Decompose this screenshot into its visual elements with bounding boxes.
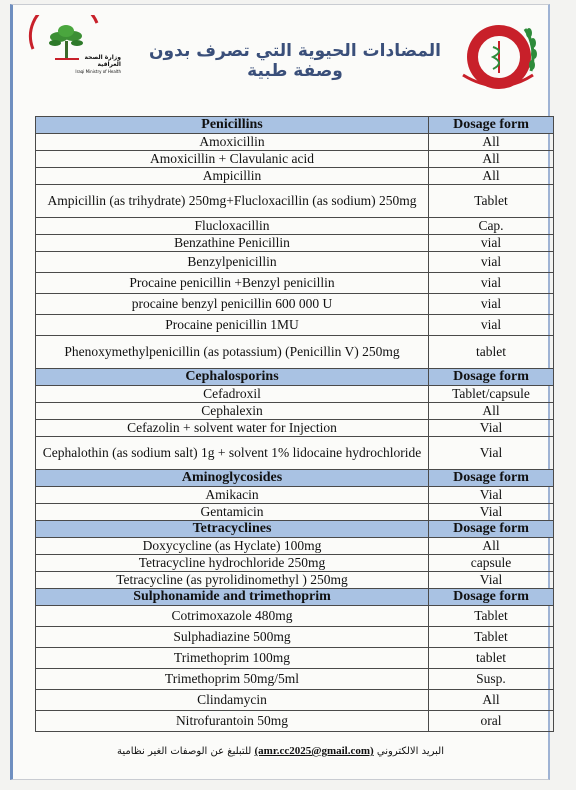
drug-name: Benzathine Penicillin <box>36 235 429 252</box>
dosage-form: tablet <box>429 336 554 369</box>
footer-note: للتبليغ عن الوصفات الغير نظامية <box>117 746 252 757</box>
drug-name: Cefazolin + solvent water for Injection <box>36 420 429 437</box>
drug-name: Flucloxacillin <box>36 218 429 235</box>
pharmacists-syndicate-logo <box>453 17 551 95</box>
ministry-logo-english: Iraqi Ministry of Health <box>75 69 121 74</box>
table-row <box>36 218 554 235</box>
table-row <box>36 235 554 252</box>
drug-name: Nitrofurantoin 50mg <box>36 711 429 732</box>
table-row <box>36 711 554 732</box>
drug-name: Procaine penicillin +Benzyl penicillin <box>36 273 429 294</box>
table-row <box>36 403 554 420</box>
dosage-form-header: Dosage form <box>429 521 554 538</box>
antibiotics-table <box>35 116 554 732</box>
section-name: Cephalosporins <box>36 369 429 386</box>
dosage-form: vial <box>429 252 554 273</box>
dosage-form-header: Dosage form <box>429 369 554 386</box>
drug-name: Cotrimoxazole 480mg <box>36 606 429 627</box>
drug-name: Tetracycline (as pyrolidinomethyl ) 250mg <box>36 572 429 589</box>
table-row <box>36 420 554 437</box>
drug-name: Clindamycin <box>36 690 429 711</box>
dosage-form: tablet <box>429 648 554 669</box>
drug-name: Phenoxymethylpenicillin (as potassium) (Penicillin V) 250mg <box>36 336 429 369</box>
drug-name: procaine benzyl penicillin 600 000 U <box>36 294 429 315</box>
table-row <box>36 386 554 403</box>
ministry-logo-arabic: وزارة الصحة العراقية <box>84 54 121 68</box>
dosage-form: Tablet <box>429 185 554 218</box>
dosage-form: Vial <box>429 487 554 504</box>
dosage-form: All <box>429 134 554 151</box>
drug-name: Benzylpenicillin <box>36 252 429 273</box>
footer-contact <box>13 745 548 757</box>
dosage-form: Vial <box>429 420 554 437</box>
drug-name: Procaine penicillin 1MU <box>36 315 429 336</box>
dosage-form-header: Dosage form <box>429 589 554 606</box>
table-row <box>36 294 554 315</box>
dosage-form-header: Dosage form <box>429 470 554 487</box>
drug-name: Trimethoprim 50mg/5ml <box>36 669 429 690</box>
drug-name: Amikacin <box>36 487 429 504</box>
dosage-form: All <box>429 151 554 168</box>
dosage-form: Vial <box>429 504 554 521</box>
dosage-form: Tablet <box>429 627 554 648</box>
table-row <box>36 538 554 555</box>
section-header-penicillins <box>36 117 554 134</box>
drug-name: Ampicillin <box>36 168 429 185</box>
dosage-form: Tablet/capsule <box>429 386 554 403</box>
drug-name: Trimethoprim 100mg <box>36 648 429 669</box>
page-title: المضادات الحيوية التي تصرف بدون وصفة طبية <box>149 41 441 81</box>
ministry-logo-text <box>73 54 121 75</box>
table-row <box>36 504 554 521</box>
dosage-form: Vial <box>429 437 554 470</box>
dosage-form: All <box>429 403 554 420</box>
table-row <box>36 168 554 185</box>
drug-name: Cephalexin <box>36 403 429 420</box>
section-name: Aminoglycosides <box>36 470 429 487</box>
dosage-form-header: Dosage form <box>429 117 554 134</box>
drug-name: Amoxicillin + Clavulanic acid <box>36 151 429 168</box>
table-row <box>36 151 554 168</box>
dosage-form: All <box>429 538 554 555</box>
table-row <box>36 627 554 648</box>
drug-name: Ampicillin (as trihydrate) 250mg+Flucloxacillin (as sodium) 250mg <box>36 185 429 218</box>
table-row <box>36 487 554 504</box>
dosage-form: Vial <box>429 572 554 589</box>
footer-label: البريد الالكتروني <box>376 746 444 757</box>
drug-name: Cephalothin (as sodium salt) 1g + solvent 1% lidocaine hydrochloride <box>36 437 429 470</box>
dosage-form: vial <box>429 315 554 336</box>
table-row <box>36 437 554 470</box>
dosage-form: Tablet <box>429 606 554 627</box>
document-sheet <box>10 4 550 780</box>
table-row <box>36 555 554 572</box>
dosage-form: All <box>429 168 554 185</box>
table-row <box>36 648 554 669</box>
drug-name: Amoxicillin <box>36 134 429 151</box>
drug-name: Doxycycline (as Hyclate) 100mg <box>36 538 429 555</box>
drug-name: Cefadroxil <box>36 386 429 403</box>
table-row <box>36 273 554 294</box>
table-row <box>36 669 554 690</box>
drug-name: Gentamicin <box>36 504 429 521</box>
dosage-form: vial <box>429 294 554 315</box>
section-header-cephalosporins <box>36 369 554 386</box>
section-name: Tetracyclines <box>36 521 429 538</box>
table-row <box>36 252 554 273</box>
table-row <box>36 572 554 589</box>
section-header-tetracyclines <box>36 521 554 538</box>
dosage-form: Cap. <box>429 218 554 235</box>
dosage-form: oral <box>429 711 554 732</box>
table-row <box>36 185 554 218</box>
dosage-form: Susp. <box>429 669 554 690</box>
dosage-form: vial <box>429 273 554 294</box>
table-row <box>36 336 554 369</box>
footer-email-link[interactable]: (amr.cc2025@gmail.com) <box>254 745 374 757</box>
dosage-form: vial <box>429 235 554 252</box>
table-row <box>36 315 554 336</box>
dosage-form: All <box>429 690 554 711</box>
drug-name: Sulphadiazine 500mg <box>36 627 429 648</box>
table-row <box>36 134 554 151</box>
table-row <box>36 690 554 711</box>
dosage-form: capsule <box>429 555 554 572</box>
section-header-sulphonamide <box>36 589 554 606</box>
section-name: Sulphonamide and trimethoprim <box>36 589 429 606</box>
section-name: Penicillins <box>36 117 429 134</box>
drug-name: Tetracycline hydrochloride 250mg <box>36 555 429 572</box>
section-header-aminoglycosides <box>36 470 554 487</box>
table-row <box>36 606 554 627</box>
